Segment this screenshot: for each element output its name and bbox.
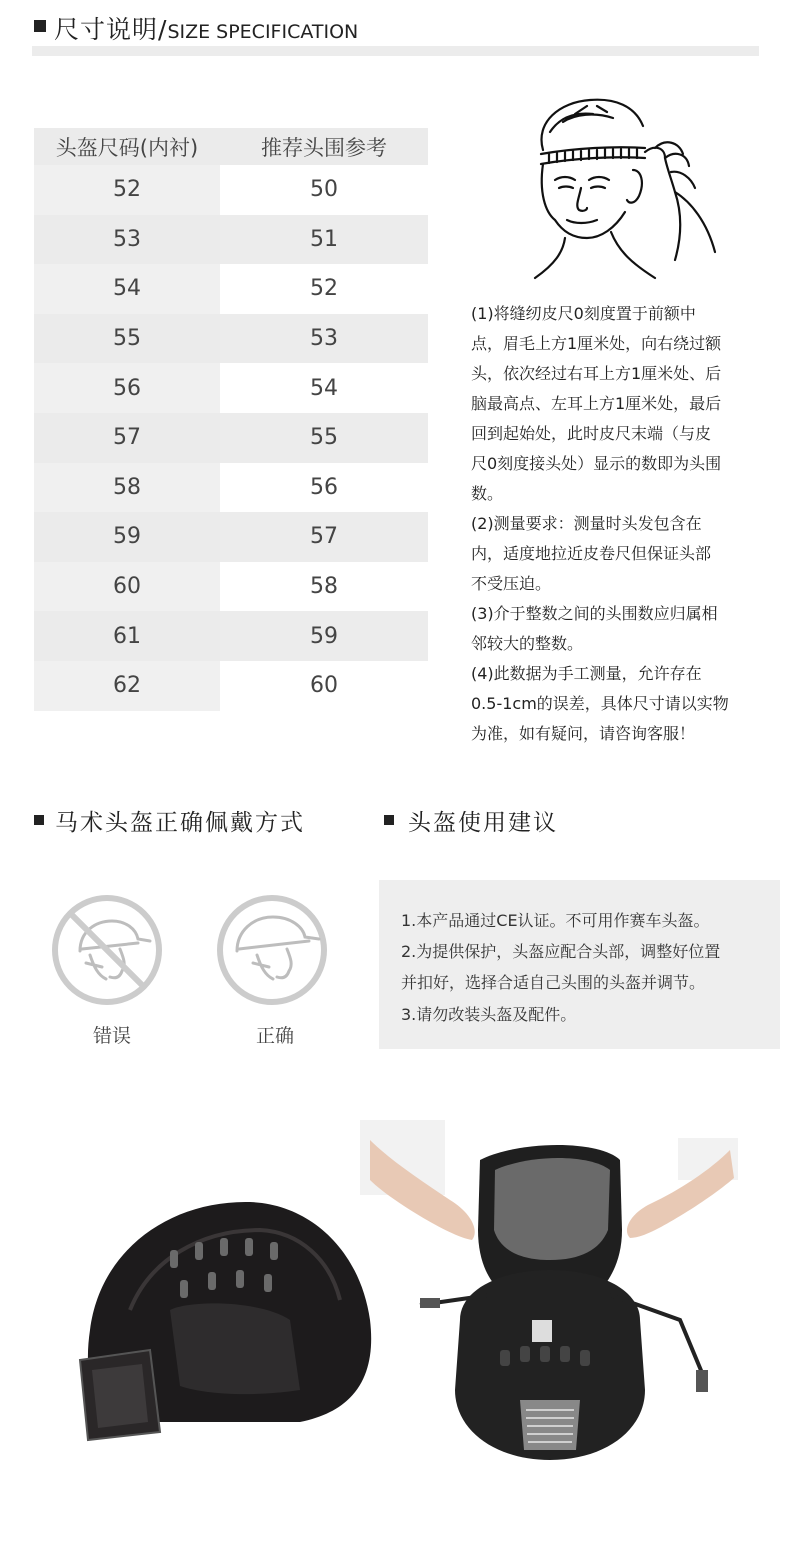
head-circumference-cell: 59	[220, 611, 428, 661]
helmet-size-cell: 52	[34, 165, 220, 215]
helmet-size-cell: 60	[34, 562, 220, 612]
advice-item-3: 并扣好，选择合适自己头围的头盔并调节。	[401, 973, 706, 992]
table-row	[34, 661, 428, 711]
correct-label: 正确	[255, 1025, 294, 1047]
page-title	[54, 10, 358, 46]
instruction-line: 邻较大的整数。	[471, 634, 584, 653]
measurement-instructions	[471, 299, 761, 749]
table-row	[34, 314, 428, 364]
helmet-size-cell: 56	[34, 363, 220, 413]
instruction-line: 点，眉毛上方1厘米处，向右绕过额	[471, 334, 722, 353]
wearing-section-square-icon	[34, 815, 44, 825]
header-head-circumference: 推荐头围参考	[220, 128, 428, 165]
instruction-line: 数。	[471, 484, 504, 503]
table-row	[34, 264, 428, 314]
table-row	[34, 363, 428, 413]
helmet-size-cell: 59	[34, 512, 220, 562]
advice-item-4: 3.请勿改装头盔及配件。	[401, 1005, 577, 1024]
title-en: SIZE SPECIFICATION	[167, 21, 359, 43]
table-row	[34, 215, 428, 265]
advice-panel	[379, 880, 780, 1049]
wrong-label: 错误	[92, 1025, 131, 1047]
correct-wearing-icon	[215, 893, 329, 1007]
instruction-line: (1)将缝纫皮尺0刻度置于前额中	[471, 304, 696, 323]
helmet-size-cell: 55	[34, 314, 220, 364]
advice-item-1: 1.本产品通过CE认证。不可用作赛车头盔。	[401, 911, 710, 930]
header-square-icon	[34, 20, 46, 32]
helmet-size-cell: 54	[34, 264, 220, 314]
table-row	[34, 413, 428, 463]
instruction-line: 回到起始处，此时皮尺末端（与皮	[471, 424, 712, 443]
table-row	[34, 512, 428, 562]
instruction-line: (2)测量要求：测量时头发包含在	[471, 514, 702, 533]
helmet-size-cell: 58	[34, 463, 220, 513]
instruction-line: 头，依次经过右耳上方1厘米处、后	[471, 364, 722, 383]
advice-section-title: 头盔使用建议	[408, 810, 558, 836]
instruction-line: 尺0刻度接头处）显示的数即为头围	[471, 454, 722, 473]
table-header-row	[34, 128, 428, 165]
head-circumference-cell: 56	[310, 474, 338, 500]
head-circumference-cell: 58	[310, 574, 338, 600]
header-divider	[32, 46, 759, 56]
instruction-line: 内，适度地拉近皮卷尺但保证头部	[471, 544, 712, 563]
wearing-section-title: 马术头盔正确佩戴方式	[55, 810, 305, 836]
table-row	[34, 562, 428, 612]
helmet-inside-photo	[360, 1120, 740, 1480]
size-table	[34, 128, 428, 711]
table-row	[34, 165, 428, 215]
head-circumference-cell: 54	[310, 375, 338, 401]
head-circumference-cell: 60	[310, 673, 338, 699]
helmet-liner-photo	[60, 1160, 380, 1450]
table-row	[34, 611, 428, 661]
instruction-line: 不受压迫。	[471, 574, 552, 593]
helmet-size-cell: 62	[34, 661, 220, 711]
wrong-wearing-icon	[50, 893, 164, 1007]
instruction-line: 脑最高点、左耳上方1厘米处，最后	[471, 394, 722, 413]
head-circumference-cell: 50	[310, 177, 338, 203]
head-circumference-cell: 57	[220, 512, 428, 562]
instruction-line: (4)此数据为手工测量，允许存在	[471, 664, 702, 683]
head-circumference-cell: 52	[310, 276, 338, 302]
instruction-line: 0.5-1cm的误差，具体尺寸请以实物	[471, 694, 729, 713]
head-circumference-cell: 55	[220, 413, 428, 463]
advice-section-square-icon	[384, 815, 394, 825]
instruction-line: 为准，如有疑问，请咨询客服！	[471, 724, 696, 743]
advice-item-2: 2.为提供保护，头盔应配合头部，调整好位置	[401, 942, 721, 961]
instruction-line: (3)介于整数之间的头围数应归属相	[471, 604, 718, 623]
helmet-size-cell: 53	[34, 215, 220, 265]
title-cn: 尺寸说明/	[54, 15, 168, 44]
header-helmet-size: 头盔尺码(内衬)	[34, 128, 220, 165]
table-body	[34, 165, 428, 711]
helmet-size-cell: 61	[34, 611, 220, 661]
table-row	[34, 463, 428, 513]
head-measure-illustration	[515, 92, 730, 292]
head-circumference-cell: 51	[220, 215, 428, 265]
helmet-size-cell: 57	[34, 413, 220, 463]
head-circumference-cell: 53	[220, 314, 428, 364]
